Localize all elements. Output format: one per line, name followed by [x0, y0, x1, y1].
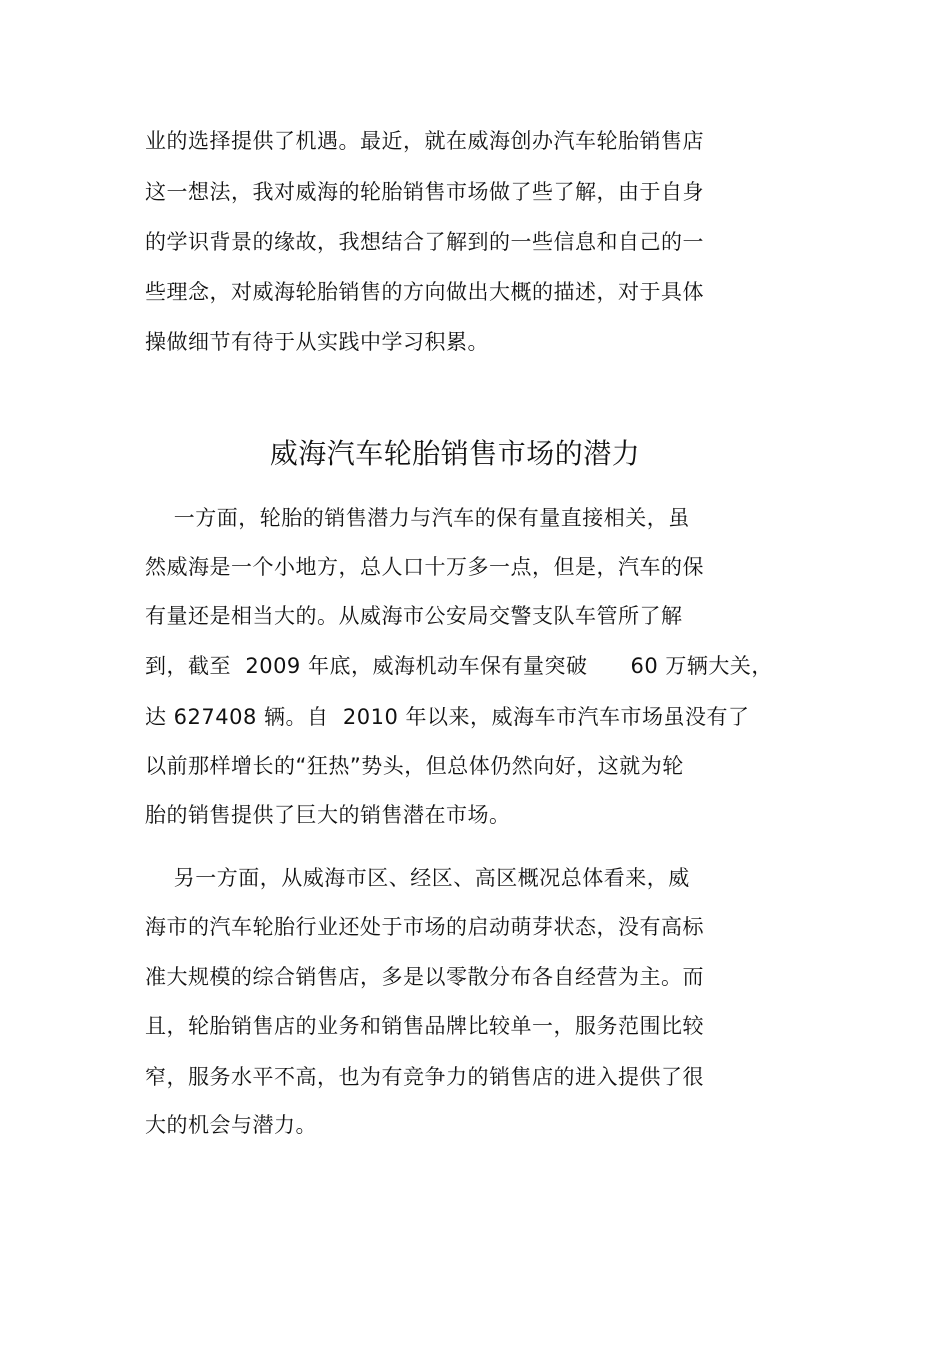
- intro-line: 些理念，对威海轮胎销售的方向做出大概的描述，对于具体: [145, 280, 704, 304]
- paragraph1-line: 胎的销售提供了巨大的销售潜在市场。: [145, 803, 511, 827]
- paragraph2-line: 另一方面，从威海市区、经区、高区概况总体看来，威: [145, 866, 690, 890]
- paragraph1-line: 一方面，轮胎的销售潜力与汽车的保有量直接相关，虽: [145, 506, 690, 530]
- intro-line: 的学识背景的缘故，我想结合了解到的一些信息和自己的一: [145, 230, 704, 254]
- intro-line: 业的选择提供了机遇。最近，就在威海创办汽车轮胎销售店: [145, 129, 704, 153]
- paragraph2-line: 准大规模的综合销售店，多是以零散分布各自经营为主。而: [145, 965, 704, 989]
- intro-line: 操做细节有待于从实践中学习积累。: [145, 330, 489, 354]
- paragraph1-line: 达 627408 辆。自 2010 年以来，威海车市汽车市场虽没有了: [145, 705, 750, 729]
- paragraph1-line: 然威海是一个小地方，总人口十万多一点，但是，汽车的保: [145, 555, 704, 579]
- paragraph2-line: 且，轮胎销售店的业务和销售品牌比较单一，服务范围比较: [145, 1014, 704, 1038]
- section-title: 威海汽车轮胎销售市场的潜力: [269, 437, 641, 470]
- paragraph1-line: 以前那样增长的“狂热”势头，但总体仍然向好，这就为轮: [145, 754, 684, 778]
- paragraph1-line: 到，截至 2009 年底，威海机动车保有量突破 60 万辆大关，: [145, 654, 773, 678]
- paragraph2-line: 窄，服务水平不高，也为有竞争力的销售店的进入提供了很: [145, 1065, 704, 1089]
- paragraph2-line: 海市的汽车轮胎行业还处于市场的启动萌芽状态，没有高标: [145, 915, 704, 939]
- paragraph1-line: 有量还是相当大的。从威海市公安局交警支队车管所了解: [145, 604, 683, 628]
- intro-line: 这一想法，我对威海的轮胎销售市场做了些了解，由于自身: [145, 180, 704, 204]
- paragraph2-line: 大的机会与潜力。: [145, 1113, 317, 1137]
